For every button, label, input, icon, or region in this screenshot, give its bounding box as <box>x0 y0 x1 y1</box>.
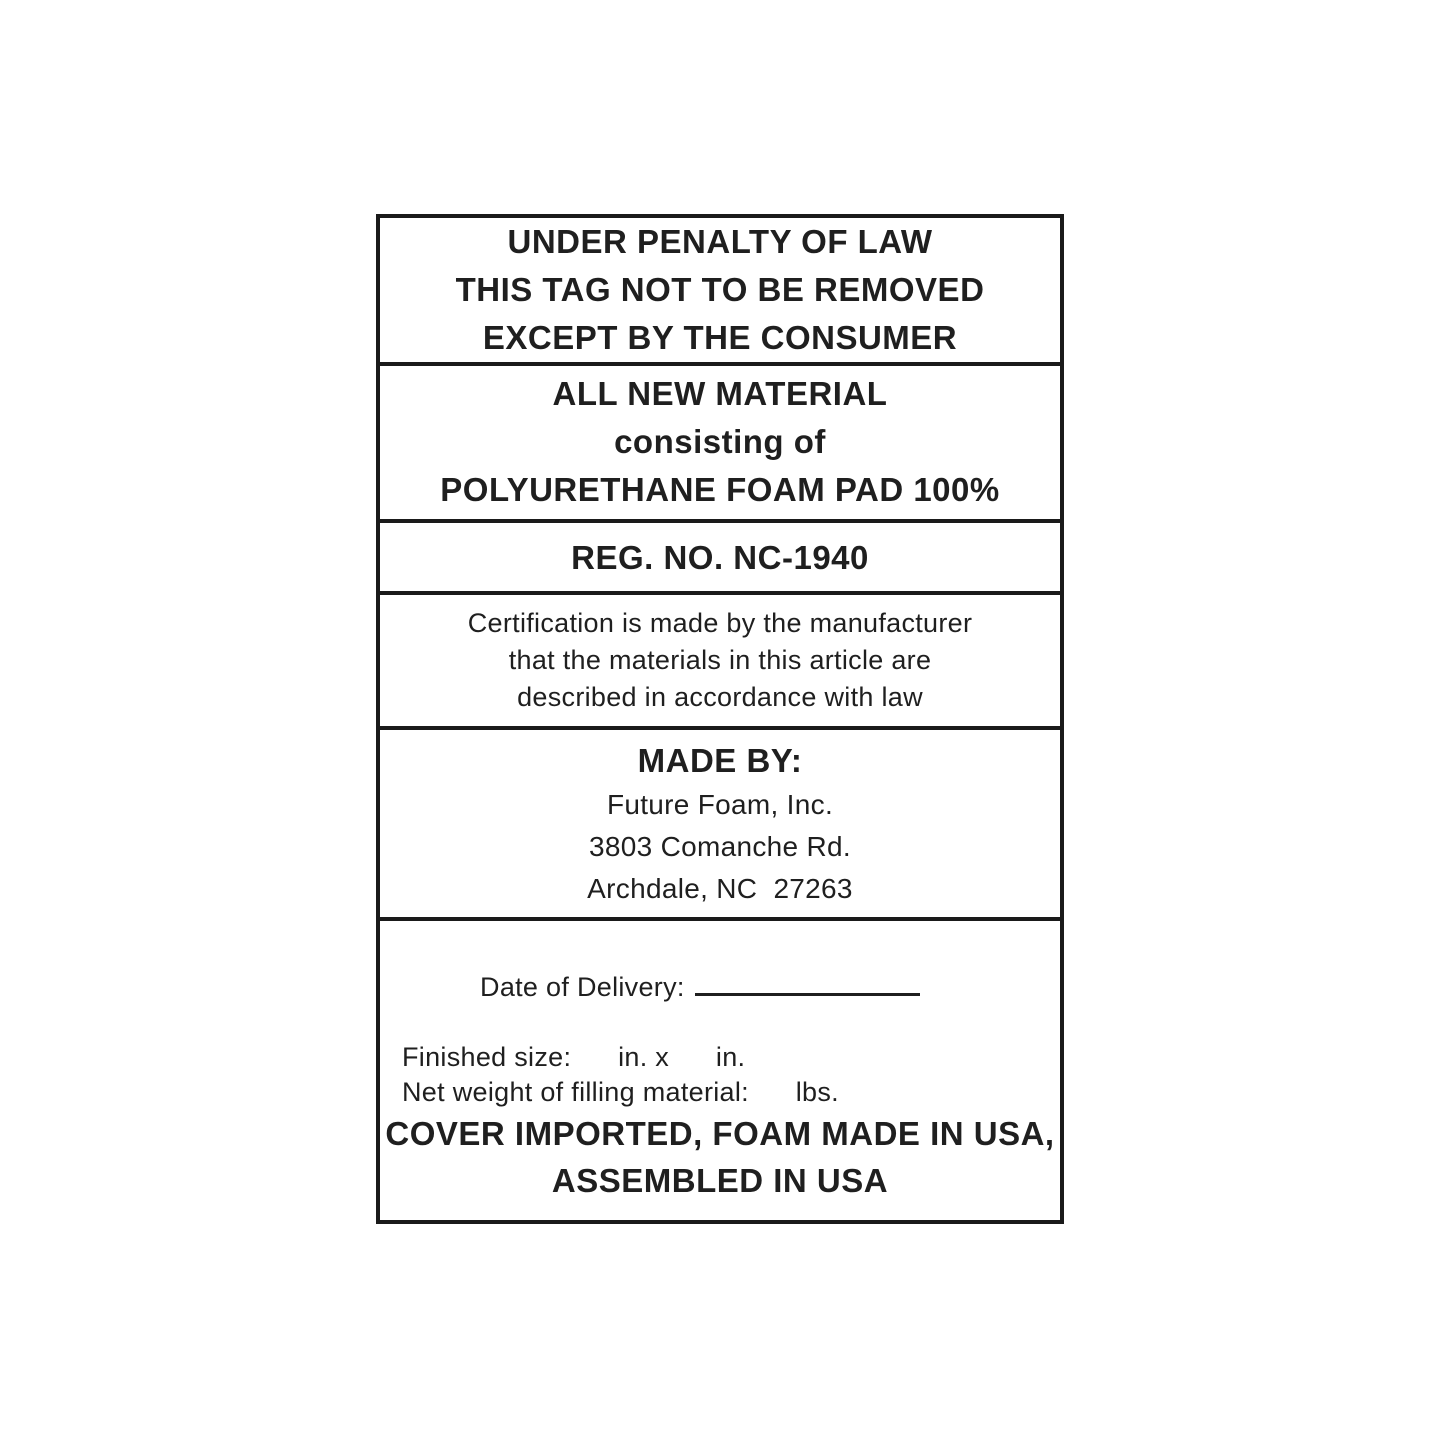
material-section <box>380 366 1060 523</box>
finished-size-line: Finished size: in. x in. <box>402 1042 746 1072</box>
material-line-1: ALL NEW MATERIAL <box>552 375 888 413</box>
material-line-2: consisting of <box>614 423 826 461</box>
certification-line-3: described in accordance with law <box>517 682 923 713</box>
penalty-line-1: UNDER PENALTY OF LAW <box>507 223 933 260</box>
made-by-heading: MADE BY: <box>637 741 803 779</box>
manufacturer-street: 3803 Comanche Rd. <box>589 830 851 862</box>
certification-line-2: that the materials in this article are <box>508 645 932 676</box>
origin-line-2: ASSEMBLED IN USA <box>551 1162 889 1199</box>
date-of-delivery-label: Date of Delivery: <box>480 972 685 1002</box>
penalty-section <box>380 218 1060 366</box>
fill-in-details <box>380 921 1060 1110</box>
registration-number: REG. NO. NC-1940 <box>571 538 869 576</box>
material-line-3: POLYURETHANE FOAM PAD 100% <box>440 471 1000 509</box>
details-section <box>380 921 1060 1220</box>
manufacturer-name: Future Foam, Inc. <box>606 788 834 820</box>
law-tag-label <box>376 214 1064 1224</box>
penalty-line-3: EXCEPT BY THE CONSUMER <box>482 319 958 356</box>
penalty-line-2: THIS TAG NOT TO BE REMOVED <box>455 271 985 308</box>
origin-line-1: COVER IMPORTED, FOAM MADE IN USA, <box>385 1115 1055 1152</box>
certification-line-1: Certification is made by the manufacturer <box>467 608 973 639</box>
registration-section <box>380 523 1060 596</box>
manufacturer-city: Archdale, NC 27263 <box>587 872 853 904</box>
made-by-section <box>380 730 1060 921</box>
certification-section <box>380 595 1060 730</box>
net-weight-line: Net weight of filling material: lbs. <box>402 1077 839 1107</box>
origin-statement <box>380 1110 1060 1220</box>
date-of-delivery-line <box>402 935 1040 1040</box>
date-of-delivery-blank <box>695 972 920 996</box>
